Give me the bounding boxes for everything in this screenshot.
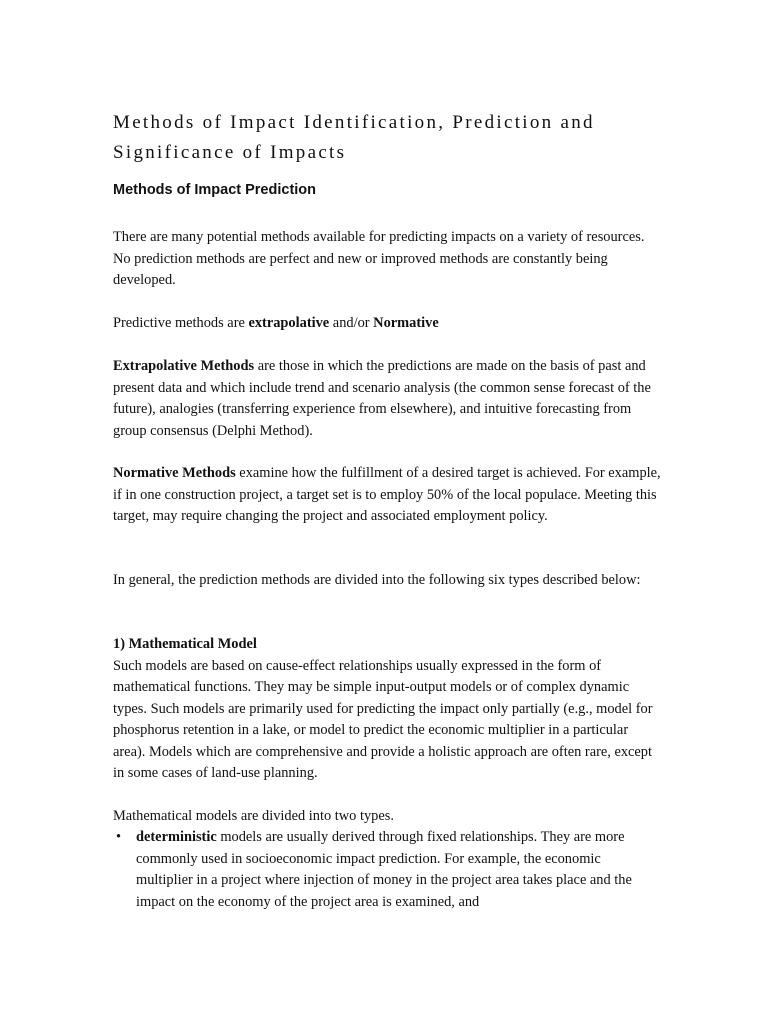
mathematical-model-section (113, 634, 661, 785)
deterministic-text: models are usually derived through fixed relationships. They are more commonly used in socioeconomic impact prediction. For example, the economic multiplier in a project where injection of money in the project area takes place and the impact on the economy of the project area is examined, and (136, 829, 632, 910)
mathematical-model-heading: 1) Mathematical Model (113, 636, 257, 652)
extrapolative-methods-text: are those in which the predictions are made on the basis of past and present data and which include trend and scenario analysis (the common sense forecast of the future), analogies (transferring experience from elsewhere), and intuitive forecasting from group consensus (Delphi Method). (113, 358, 651, 439)
predictive-middle: and/or (329, 315, 374, 331)
document-title: Methods of Impact Identification, Prediction and Significance of Impacts (113, 112, 595, 163)
normative-methods-text: examine how the fulfillment of a desired target is achieved. For example, if in one construction project, a target set is to employ 50% of the local populace. Meeting this target, may require changing the project and associated employment policy. (113, 465, 661, 524)
model-types-list (113, 827, 661, 913)
list-item (113, 827, 661, 913)
extrapolative-term: extrapolative (248, 315, 330, 331)
mathematical-model-text: Such models are based on cause-effect relationships usually expressed in the form of mathematical functions. They may be simple input-output models or of complex dynamic types. Such models are primarily used for predicting the impact only partially (e.g., model for phosphorus retention in a lake, or model to predict the economic multiplier in a particular area). Models which are comprehensive and provide a holistic approach are often rare, except in some cases of land-use planning. (113, 657, 653, 781)
general-paragraph: In general, the prediction methods are divided into the following six types described below: (113, 572, 641, 588)
intro-paragraph: There are many potential methods available for predicting impacts on a variety of resources. No prediction methods are perfect and new or improved methods are constantly being developed. (113, 229, 645, 288)
normative-methods-term: Normative Methods (113, 465, 236, 481)
bullet-icon: • (116, 829, 122, 845)
extrapolative-paragraph (113, 356, 661, 442)
section-heading: Methods of Impact Prediction (113, 182, 317, 198)
predictive-methods-paragraph (113, 313, 661, 335)
deterministic-term: deterministic (136, 829, 217, 845)
normative-term: Normative (373, 315, 439, 331)
predictive-prefix: Predictive methods are (113, 315, 249, 331)
normative-paragraph (113, 463, 661, 528)
extrapolative-methods-term: Extrapolative Methods (113, 358, 255, 374)
types-intro: Mathematical models are divided into two types. (113, 808, 394, 824)
